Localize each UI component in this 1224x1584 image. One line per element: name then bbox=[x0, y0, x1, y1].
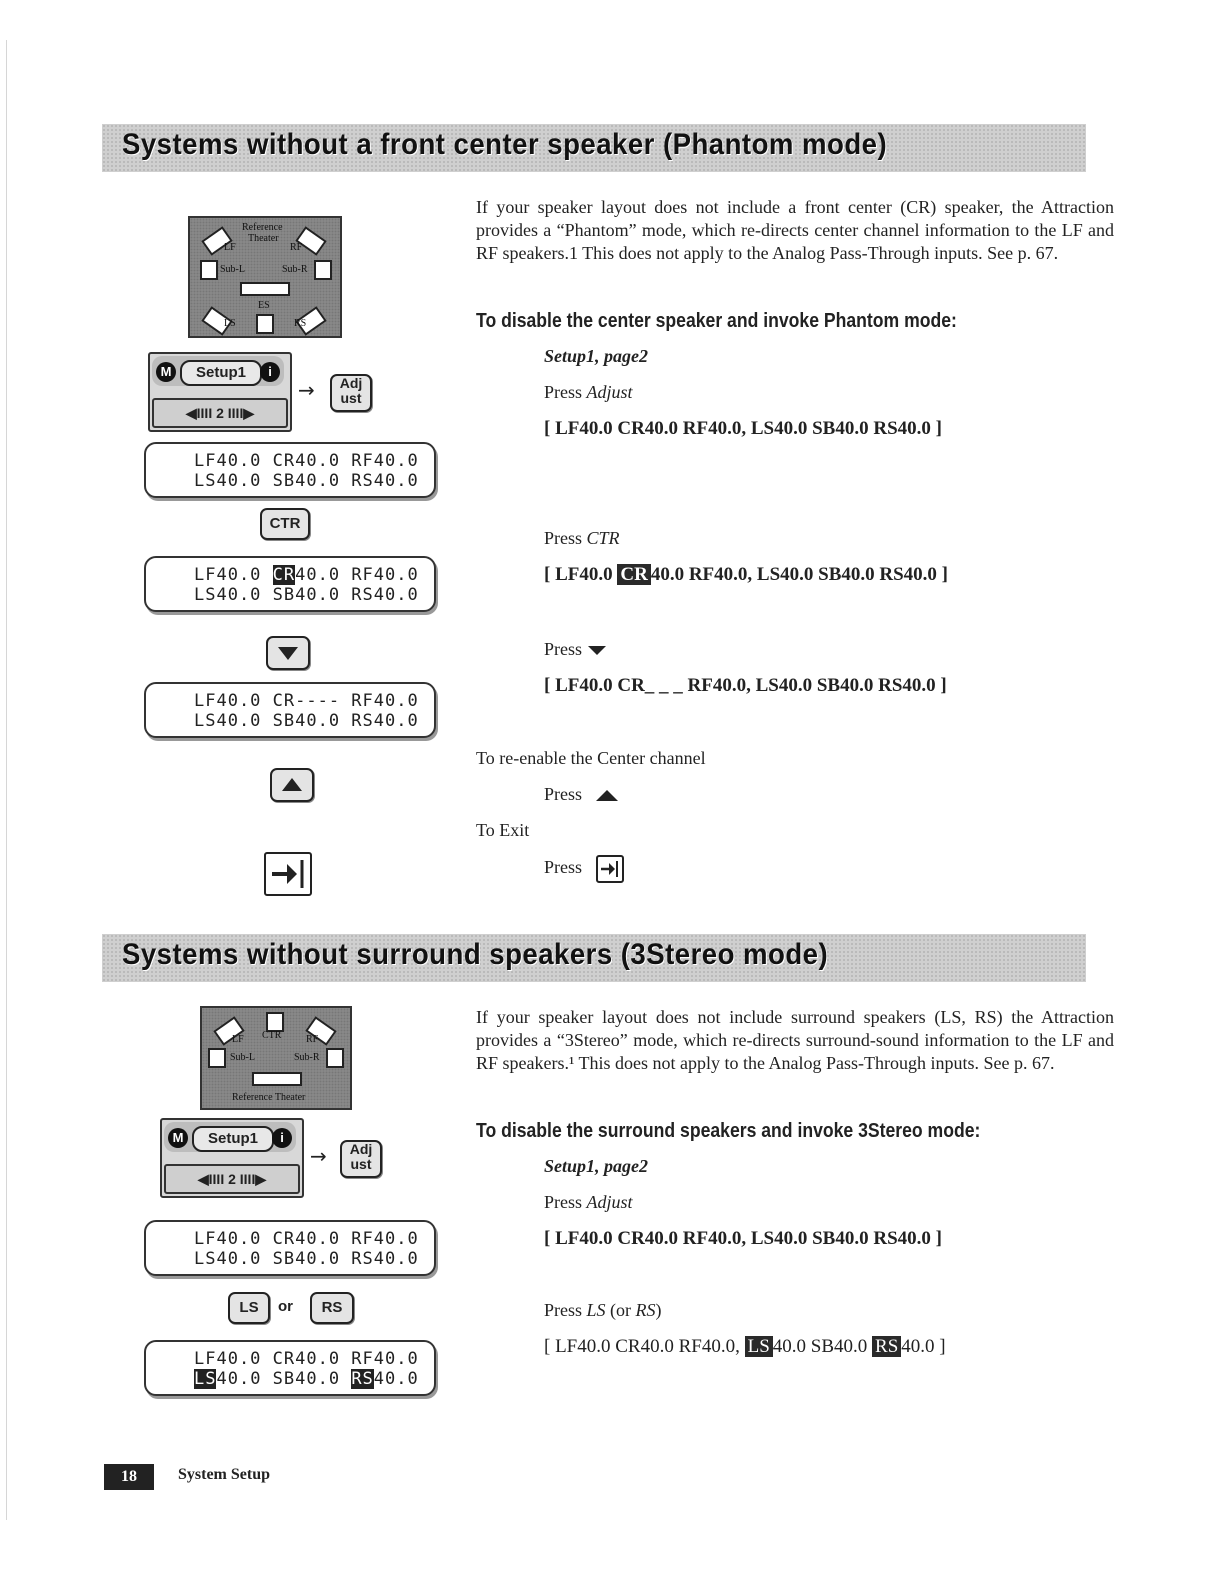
setup-reference: Setup1, page2 bbox=[544, 1156, 649, 1176]
right-arrow-icon: → bbox=[310, 1144, 327, 1168]
keypad-top bbox=[164, 1122, 296, 1152]
diagram-label: CTR bbox=[262, 1030, 282, 1041]
sequence-1: [ LF40.0 CR40.0 RF40.0, LS40.0 SB40.0 RS40.0 ] bbox=[544, 418, 942, 439]
subr-speaker-icon bbox=[314, 260, 332, 280]
press-adjust bbox=[544, 1192, 633, 1213]
section-banner-3stereo bbox=[102, 934, 1086, 982]
ls-highlight: LS bbox=[745, 1336, 773, 1357]
lcd-line-1: LF40.0 CR40.0 RF40.0 bbox=[194, 451, 419, 471]
speaker-layout-diagram bbox=[200, 1006, 352, 1110]
info-button[interactable]: i bbox=[272, 1128, 292, 1148]
page-number: 18 bbox=[104, 1464, 154, 1490]
speaker-layout-diagram bbox=[188, 216, 342, 338]
exit-icon bbox=[596, 855, 624, 883]
lcd-ls-highlight: LS bbox=[194, 1369, 217, 1389]
lcd-line-2 bbox=[194, 1369, 419, 1389]
ls-label: LS bbox=[586, 1300, 606, 1320]
ctr-button[interactable]: CTR bbox=[260, 508, 310, 540]
m-button[interactable]: M bbox=[156, 362, 176, 382]
lcd-line-2: LS40.0 SB40.0 RS40.0 bbox=[194, 1249, 419, 1269]
ctr-label: CTR bbox=[586, 528, 620, 548]
seat-icon bbox=[252, 1072, 302, 1086]
cr-highlight: CR bbox=[617, 564, 650, 585]
sequence-2 bbox=[544, 564, 948, 586]
diagram-label: Sub-L bbox=[220, 264, 245, 275]
subheading: To disable the center speaker and invoke Phantom mode: bbox=[476, 310, 957, 332]
lcd-display-2 bbox=[144, 556, 436, 612]
press-adjust bbox=[544, 382, 633, 403]
footer-title: System Setup bbox=[178, 1466, 271, 1483]
press-label: Press bbox=[544, 639, 583, 659]
seq-part: 40.0 SB40.0 bbox=[772, 1336, 873, 1357]
setup-reference: Setup1, page2 bbox=[544, 346, 649, 366]
press-up bbox=[544, 784, 618, 805]
ls-button[interactable]: LS bbox=[228, 1292, 270, 1324]
info-button[interactable]: i bbox=[260, 362, 280, 382]
press-label: Press bbox=[544, 528, 583, 548]
press-ls-rs bbox=[544, 1300, 662, 1321]
or-text: or bbox=[278, 1298, 293, 1315]
up-button[interactable] bbox=[270, 768, 314, 802]
lcd-display-3 bbox=[144, 682, 436, 738]
seat-icon bbox=[240, 282, 290, 296]
lcd-part: 40.0 bbox=[373, 1369, 419, 1389]
diagram-label: RS bbox=[294, 318, 307, 329]
press-label: Press bbox=[544, 1192, 583, 1212]
diagram-label: LF bbox=[232, 1034, 244, 1045]
lcd-part: 40.0 RF40.0 bbox=[295, 565, 419, 585]
lcd-line-1: LF40.0 CR---- RF40.0 bbox=[194, 691, 419, 711]
lcd-line-2: LS40.0 SB40.0 RS40.0 bbox=[194, 585, 419, 605]
subl-speaker-icon bbox=[200, 260, 218, 280]
lcd-line-2: LS40.0 SB40.0 RS40.0 bbox=[194, 711, 419, 731]
down-arrow-icon bbox=[268, 638, 308, 668]
diagram-label: Sub-L bbox=[230, 1052, 255, 1063]
lcd-part: 40.0 SB40.0 bbox=[216, 1369, 352, 1389]
adjust-button[interactable]: Adj ust bbox=[340, 1140, 382, 1178]
seq-part: [ LF40.0 CR40.0 RF40.0, bbox=[544, 1336, 745, 1357]
m-button[interactable]: M bbox=[168, 1128, 188, 1148]
sequence-3: [ LF40.0 CR_ _ _ RF40.0, LS40.0 SB40.0 RS40.0 ] bbox=[544, 675, 947, 696]
setup-keypad[interactable] bbox=[160, 1118, 304, 1198]
setup-button[interactable]: Setup1 bbox=[192, 1126, 274, 1152]
rs-label: RS bbox=[635, 1300, 656, 1320]
ctr-speaker-icon bbox=[266, 1012, 284, 1032]
right-arrow-icon: → bbox=[298, 378, 315, 402]
press-down bbox=[544, 639, 606, 660]
diagram-label: RF bbox=[306, 1034, 319, 1045]
lcd-line-2: LS40.0 SB40.0 RS40.0 bbox=[194, 471, 419, 491]
down-button[interactable] bbox=[266, 636, 310, 670]
rs-button[interactable]: RS bbox=[310, 1292, 354, 1324]
or-label: (or bbox=[610, 1300, 632, 1320]
section-heading: Systems without a front center speaker (Phantom mode) bbox=[122, 128, 888, 161]
diagram-label: Reference Theater bbox=[232, 1092, 306, 1103]
exit-text: To Exit bbox=[476, 820, 530, 840]
section-banner-phantom bbox=[102, 124, 1086, 172]
diagram-label: RF bbox=[290, 242, 303, 253]
diagram-label: LS bbox=[224, 318, 236, 329]
adjust-button[interactable]: Adj ust bbox=[330, 374, 372, 412]
press-exit bbox=[544, 855, 624, 883]
subr-speaker-icon bbox=[326, 1048, 344, 1068]
subheading: To disable the surround speakers and invoke 3Stereo mode: bbox=[476, 1120, 981, 1142]
intro-paragraph: If your speaker layout does not include a front center (CR) speaker, the Attraction provides a “Phantom” mode, which re-directs center channel information to the LF and RF speakers.1 This does not apply to the Analog Pass-Through inputs. See p. 67. bbox=[476, 197, 1114, 263]
setup-button[interactable]: Setup1 bbox=[180, 360, 262, 386]
sequence-1: [ LF40.0 CR40.0 RF40.0, LS40.0 SB40.0 RS40.0 ] bbox=[544, 1228, 942, 1249]
seq-part: 40.0 ] bbox=[901, 1336, 946, 1357]
lcd-line-1: LF40.0 CR40.0 RF40.0 bbox=[194, 1229, 419, 1249]
lcd-display-2 bbox=[144, 1340, 436, 1396]
es-speaker-icon bbox=[256, 314, 274, 334]
keypad-top bbox=[152, 356, 284, 386]
rs-highlight: RS bbox=[872, 1336, 901, 1357]
exit-button[interactable] bbox=[264, 852, 312, 896]
diagram-label: Sub-R bbox=[282, 264, 308, 275]
press-ctr bbox=[544, 528, 620, 549]
seq-part: [ LF40.0 bbox=[544, 564, 618, 585]
intro-paragraph: If your speaker layout does not include surround speakers (LS, RS) the Attraction provides a “3Stereo” mode, which re-directs surround-sound information to the LF and RF speakers.¹ This does not apply to the Analog Pass-Through inputs. See p. 67. bbox=[476, 1007, 1114, 1073]
lcd-rs-highlight: RS bbox=[351, 1369, 374, 1389]
press-label: Press bbox=[544, 1300, 583, 1320]
lcd-display-1 bbox=[144, 442, 436, 498]
seq-part: 40.0 RF40.0, LS40.0 SB40.0 RS40.0 ] bbox=[650, 564, 948, 585]
section-heading: Systems without surround speakers (3Stereo mode) bbox=[122, 938, 829, 971]
page-selector[interactable]: ◀IIII 2 IIII▶ bbox=[164, 1164, 300, 1194]
exit-icon bbox=[266, 854, 310, 894]
diagram-label: Theater bbox=[248, 233, 279, 244]
press-label: Press bbox=[544, 382, 583, 402]
margin-line bbox=[6, 40, 7, 1520]
down-arrow-icon bbox=[588, 646, 606, 655]
page-selector[interactable]: ◀IIII 2 IIII▶ bbox=[152, 398, 288, 428]
press-label: Press bbox=[544, 784, 583, 804]
press-label: Press bbox=[544, 857, 583, 878]
diagram-label: Reference bbox=[242, 222, 283, 233]
diagram-label: LF bbox=[224, 242, 236, 253]
setup-keypad[interactable] bbox=[148, 352, 292, 432]
sequence-2 bbox=[544, 1336, 946, 1358]
diagram-label: Sub-R bbox=[294, 1052, 320, 1063]
lcd-part: LF40.0 bbox=[194, 565, 273, 585]
reenable-text: To re-enable the Center channel bbox=[476, 748, 706, 768]
adjust-label: Adjust bbox=[586, 1192, 633, 1212]
up-arrow-icon bbox=[596, 790, 618, 801]
close-paren: ) bbox=[655, 1300, 662, 1320]
diagram-label: ES bbox=[258, 300, 270, 311]
lcd-line-1 bbox=[194, 565, 419, 585]
subl-speaker-icon bbox=[208, 1048, 226, 1068]
up-arrow-icon bbox=[272, 770, 312, 800]
lcd-line-1: LF40.0 CR40.0 RF40.0 bbox=[194, 1349, 419, 1369]
lcd-display-1 bbox=[144, 1220, 436, 1276]
lcd-cr-highlight: CR bbox=[272, 565, 296, 585]
adjust-label: Adjust bbox=[586, 382, 633, 402]
